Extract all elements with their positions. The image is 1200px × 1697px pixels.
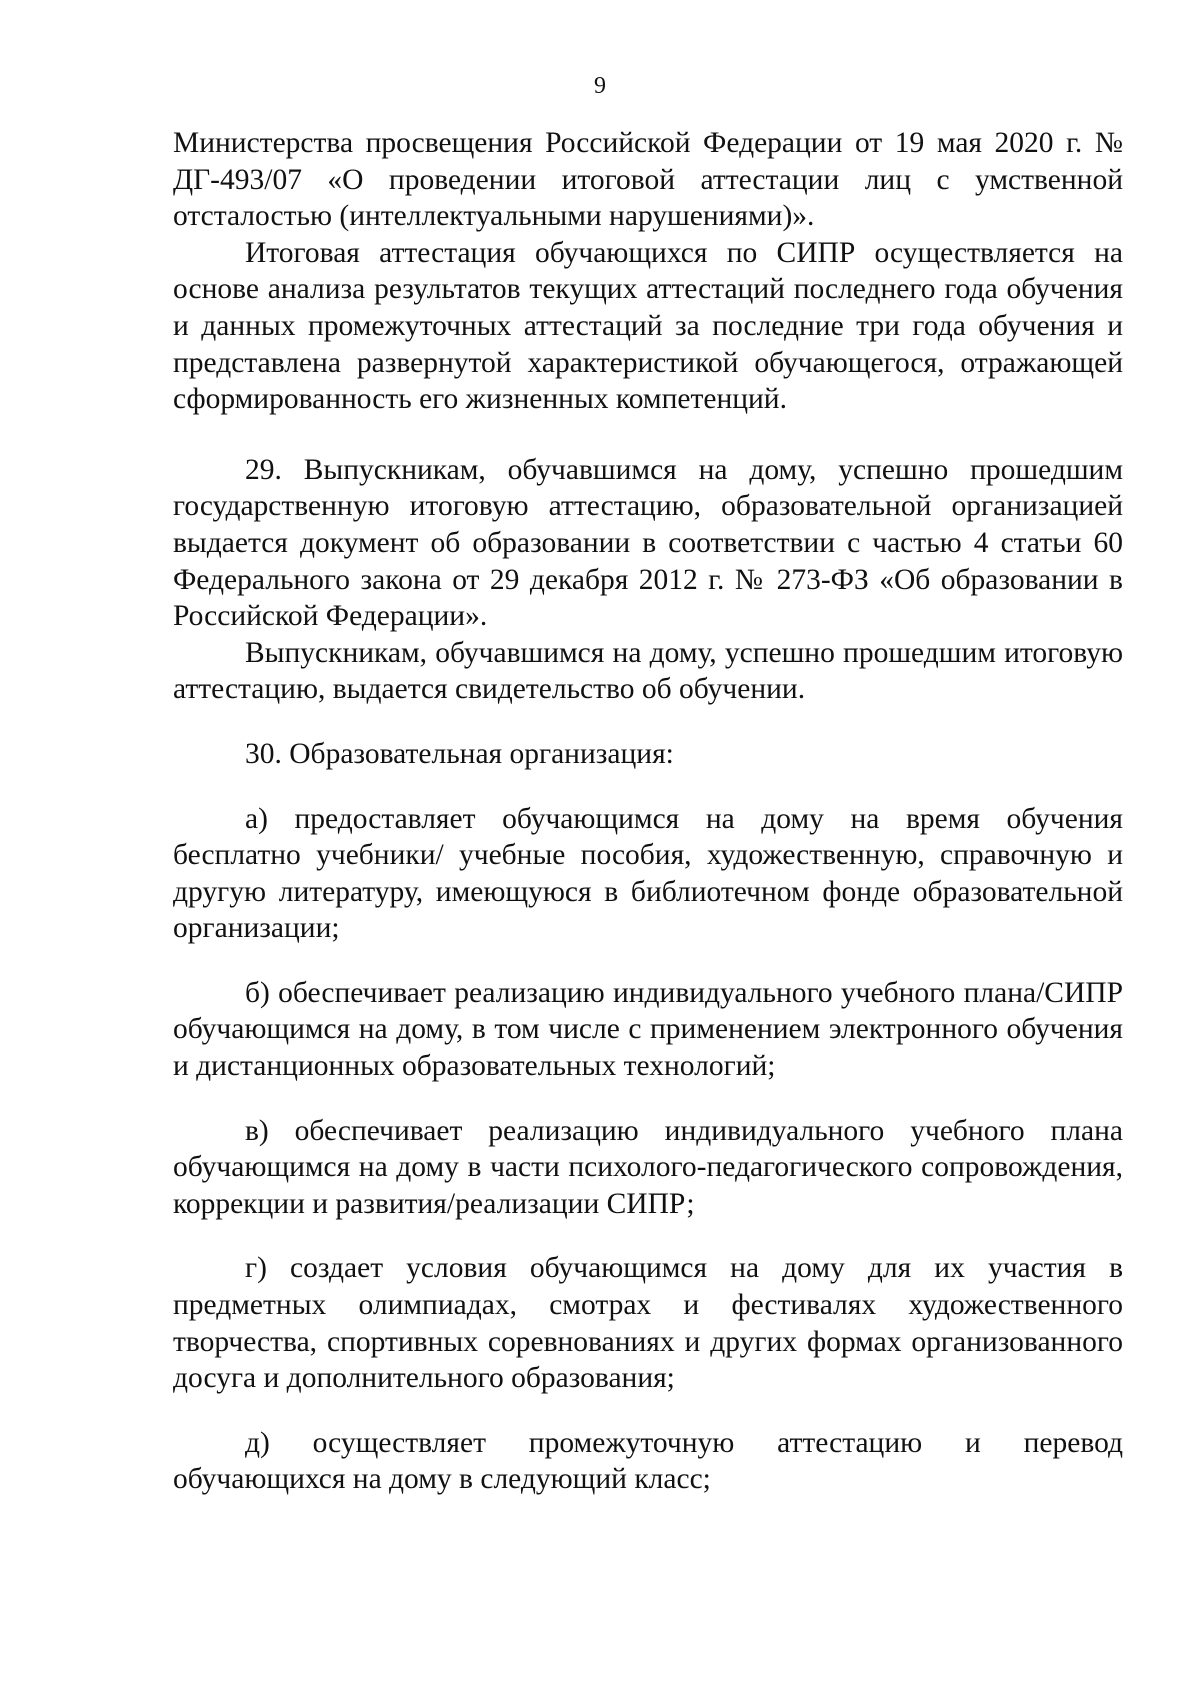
paragraph-item-29: 29. Выпускникам, обучавшимся на дому, успешно прошедшим государственную итоговую аттестацию, образовательной организацией выдается документ об образовании в соответствии с частью 4 статьи 60 Федерального закона от 29 декабря 2012 г. № 273-ФЗ «Об образовании в Российской Федерации». xyxy=(173,453,1123,633)
paragraph-final-attestation: Итоговая аттестация обучающихся по СИПР осуществляется на основе анализа результатов текущих аттестаций последнего года обучения и данных промежуточных аттестаций за последние три года обучения и представлена развернутой характеристикой обучающегося, отражающей сформированность его жизненных компетенций. xyxy=(173,236,1123,416)
list-item-b: б) обеспечивает реализацию индивидуального учебного плана/СИПР обучающимся на дому, в том числе с применением электронного обучения и дистанционных образовательных технологий; xyxy=(173,976,1123,1083)
list-item-v: в) обеспечивает реализацию индивидуального учебного плана обучающимся на дому в части психолого-педагогического сопровождения, коррекции и развития/реализации СИПР; xyxy=(173,1114,1123,1220)
paragraph-item-30-heading: 30. Образовательная организация: xyxy=(245,737,674,770)
list-item-d: д) осуществляет промежуточную аттестацию и перевод обучающихся на дому в следующий класс; xyxy=(173,1426,1123,1496)
list-item-g: г) создает условия обучающимся на дому для их участия в предметных олимпиадах, смотрах и фестивалях художественного творчества, спортивных соревнованиях и других формах организованного досуга и дополнительного образования; xyxy=(173,1252,1123,1395)
paragraph-ministry-reference: Министерства просвещения Российской Федерации от 19 мая 2020 г. № ДГ-493/07 «О проведении итоговой аттестации лиц с умственной отсталостью (интеллектуальными нарушениями)». xyxy=(173,127,1123,233)
paragraph-certificate: Выпускникам, обучавшимся на дому, успешно прошедшим итоговую аттестацию, выдается свидетельство об обучении. xyxy=(173,636,1123,706)
list-item-a: а) предоставляет обучающимся на дому на время обучения бесплатно учебники/ учебные пособия, художественную, справочную и другую литературу, имеющуюся в библиотечном фонде образовательной организации; xyxy=(173,802,1123,945)
page-number: 9 xyxy=(594,73,606,99)
document-body xyxy=(173,125,1123,1498)
